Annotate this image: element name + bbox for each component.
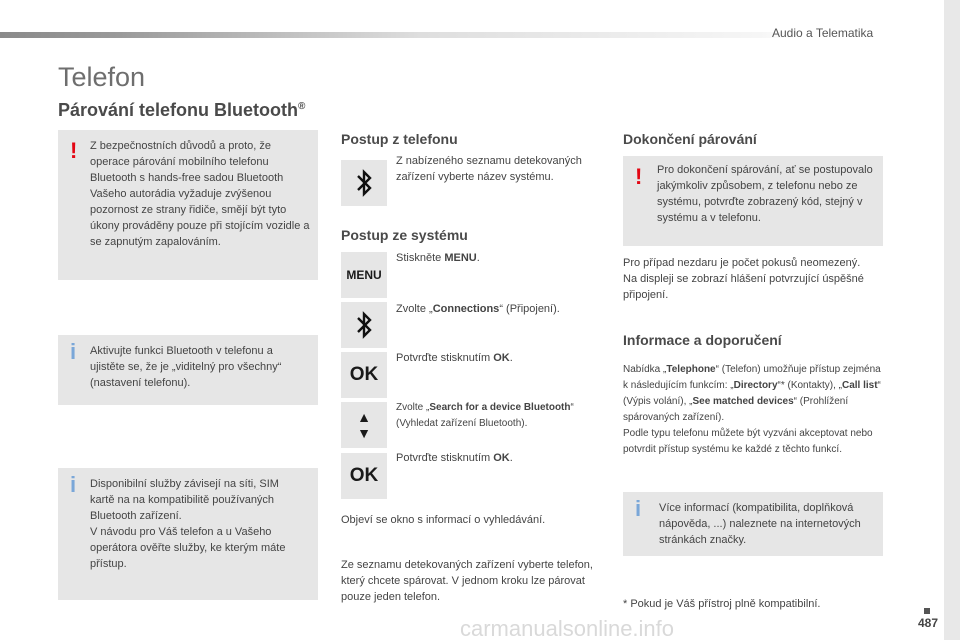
watermark: carmanualsonline.info [460,616,675,640]
info-box-services [58,468,318,600]
info-icon: i [70,339,77,364]
header-title: Audio a Telematika [772,26,874,40]
ok-button-icon-box [341,453,387,499]
informace-b1: Telephone [666,364,716,375]
postup-telefon-title: Postup z telefonu [341,131,458,147]
step-menu-pre: Stiskněte [396,252,445,264]
ok-button-label: OK [349,465,379,486]
informace-b4: See matched devices [692,396,794,407]
informace-p4: “ (Výpis volání), „ [623,380,881,407]
step-connections [396,301,606,317]
step-confirm-2-post: . [509,452,513,464]
step-search-pre: Zvolte „ [396,402,430,413]
step-connections-bold: Connections [432,303,500,315]
informace-info-box [623,492,883,556]
informace-info-text: Více informací (kompatibilita, doplňková nápověda, ...) naleznete na internetových stránkách značky. [659,502,861,546]
informace-p3: “* (Kontakty), „ [777,380,842,391]
step-menu-post: . [476,252,480,264]
info-text-services: Disponibilní služby závisejí na síti, SIM kartě na na kompatibilitě používaných Bluetooth zařízení. V návodu pro Váš telefon a u Vašeho operátora ověřte služby, ke kterým máte přístup. [90,478,286,570]
dokonceni-text: Pro případ nezdaru je počet pokusů neomezený. Na displeji se zobrazí hlášení potvrzující úspěšné připojení. [623,257,864,301]
section-title [58,100,305,121]
step-connections-post: “ (Připojení). [499,303,560,315]
info-icon: i [635,496,642,521]
step-confirm-2-bold: OK [493,452,510,464]
section-title-text: Párování telefonu Bluetooth [58,100,299,120]
informace-p5: “ (Prohlížení spárovaných zařízení). Podle typu telefonu můžete být vyzváni akceptovat nebo potvrdit přístup systému ke každé z těchto funkcí. [623,396,873,455]
info-box-bluetooth [58,335,318,405]
bluetooth-icon [353,167,375,199]
dokonceni-warning-text: Pro dokončení spárování, ať se postupovalo jakýmkoliv způsobem, z telefonu nebo ze systému, potvrďte zobrazený kód, stejný v systému a v telefonu. [657,164,873,224]
informace-b3: Call list [841,380,878,391]
step-search-device [396,400,608,432]
select-phone-text: Ze seznamu detekovaných zařízení vyberte telefon, který chcete spárovat. V jednom kroku lze párovat pouze jeden telefon. [341,559,593,603]
page-dot [924,608,930,614]
step-connections-pre: Zvolte „ [396,303,433,315]
info-icon: i [70,472,77,497]
page-number: 487 [917,616,938,630]
step-confirm-2-pre: Potvrďte stisknutím [396,452,494,464]
search-window-text: Objeví se okno s informací o vyhledávání. [341,514,546,526]
step-confirm-1-post: . [509,352,513,364]
arrows-icon-box [341,402,387,448]
step-search-post: “ (Vyhledat zařízení Bluetooth). [396,402,574,429]
page-title: Telefon [58,62,146,92]
step-menu [396,250,606,266]
bluetooth-icon-box [341,160,387,206]
footnote: * Pokud je Váš přístroj plně kompatibilní. [623,598,821,610]
info-text-bluetooth: Aktivujte funkci Bluetooth v telefonu a ujistěte se, že je „viditelný pro všechny“ (nastavení telefonu). [90,345,282,389]
informace-p2: “ (Telefon) umožňuje přístup zejména k následujícím funkcím: „ [623,364,881,391]
warning-icon: ! [635,164,643,189]
informace-b2: Directory [733,380,778,391]
step-confirm-1 [396,350,606,366]
page-edge-strip [944,0,960,640]
postup-telefon-step: Z nabízeného seznamu detekovaných zařízení vyberte název systému. [396,155,582,183]
postup-system-title: Postup ze systému [341,227,468,243]
warning-text: Z bezpečnostních důvodů a proto, že operace párování mobilního telefonu Bluetooth s hands-free sadou Bluetooth Vašeho autorádia vyžaduje zvýšenou pozornost ze strany řidiče, smějí být tyto úkony prováděny pouze při stojícím vozidle a se zapnutým zapalováním. [90,140,310,248]
informace-text [623,362,885,458]
dokonceni-warning-box [623,156,883,246]
arrow-down-icon: ▼ [357,425,371,441]
arrow-up-icon: ▲ [357,409,371,425]
ok-button-label: OK [349,364,379,385]
menu-button-icon-box [341,252,387,298]
bluetooth-icon [353,309,375,341]
informace-p1: Nabídka „ [623,364,667,375]
ok-button-icon-box [341,352,387,398]
up-down-arrows-icon [357,409,371,441]
warning-icon: ! [70,138,78,163]
menu-button-label: MENU [346,268,382,282]
informace-title: Informace a doporučení [623,332,782,348]
header-bar [0,32,800,38]
step-confirm-1-pre: Potvrďte stisknutím [396,352,494,364]
dokonceni-title: Dokončení párování [623,131,757,147]
registered-mark: ® [298,101,306,112]
bluetooth-icon-box [341,302,387,348]
step-menu-bold: MENU [444,252,477,264]
step-search-bold: Search for a device Bluetooth [429,402,571,413]
step-confirm-2 [396,450,606,466]
step-confirm-1-bold: OK [493,352,510,364]
warning-box [58,130,318,280]
